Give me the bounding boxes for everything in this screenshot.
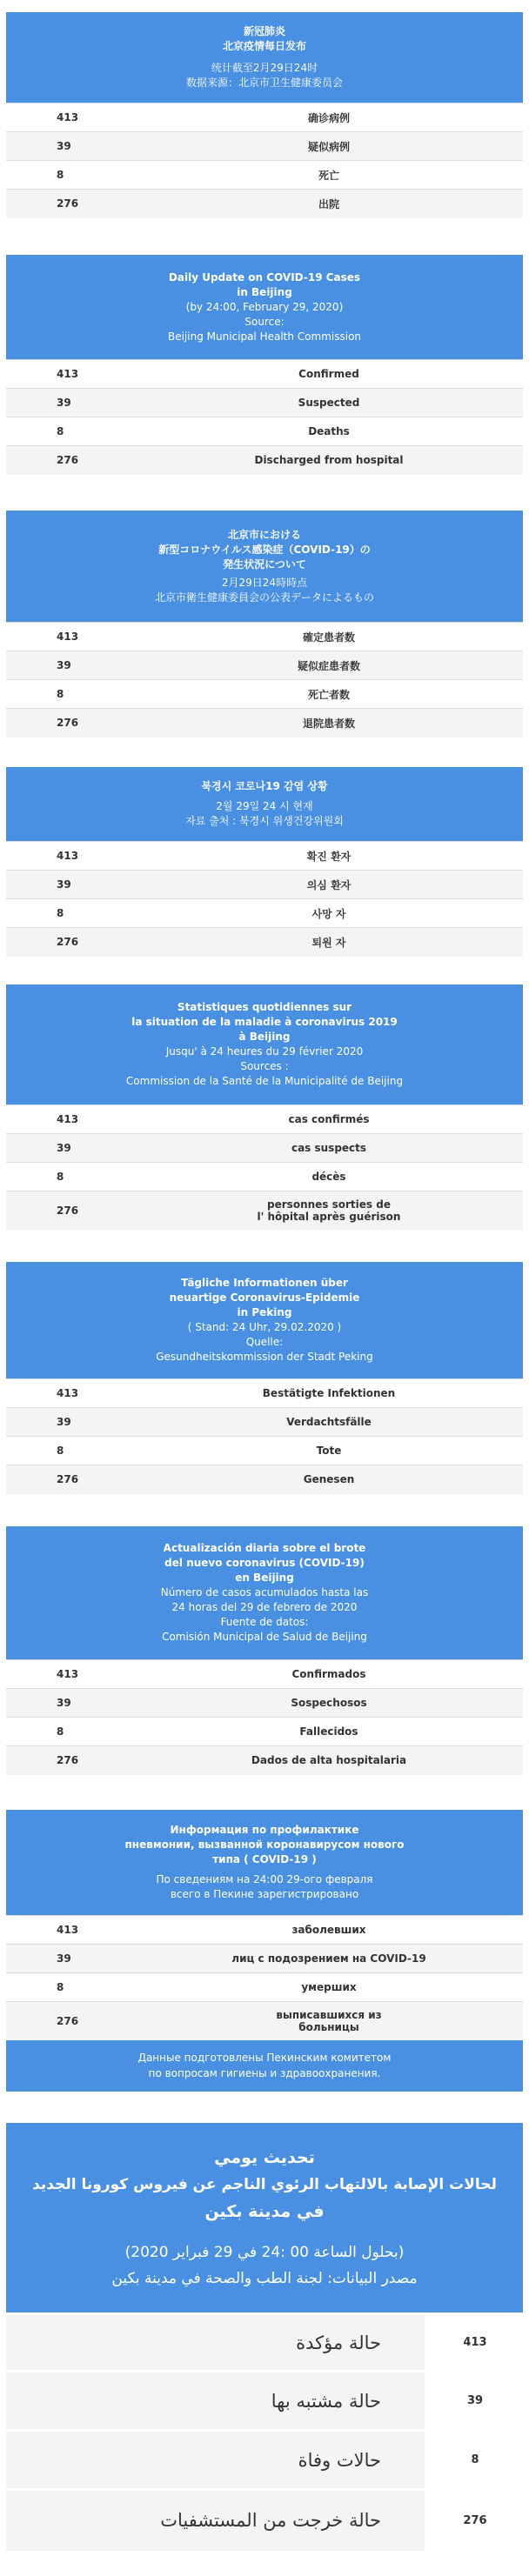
ru-confirmed-count: 413 (6, 1916, 135, 1945)
es-header-line-5: 24 horas del 29 de febrero de 2020 (171, 1601, 358, 1613)
en-discharged-count: 276 (6, 446, 135, 475)
table-row (6, 360, 523, 389)
en-suspected-label: Suspected (135, 389, 523, 417)
ar-discharged-count: 276 (426, 2490, 524, 2551)
table-row (6, 2314, 523, 2372)
fr-header (6, 984, 523, 1104)
table-row (6, 2431, 523, 2490)
ja-header-line-2: 新型コロナウイルス感染症（COVID-19）の (158, 543, 371, 556)
zh-deaths-label: 死亡 (135, 161, 523, 190)
fr-suspected-label: cas suspects (135, 1134, 523, 1163)
en-deaths-label: Deaths (135, 417, 523, 446)
ko-suspected-count: 39 (6, 871, 135, 899)
es-stats-table (6, 1659, 523, 1775)
de-header-line-2: neuartige Coronavirus-Epidemie (169, 1291, 360, 1304)
fr-discharged-label-line-1: personnes sorties de (267, 1198, 391, 1211)
en-header (6, 255, 523, 359)
table-row (6, 417, 523, 446)
de-deaths-count: 8 (6, 1437, 135, 1465)
table-row (6, 871, 523, 899)
zh-confirmed-label: 确诊病例 (135, 103, 523, 132)
table-row (6, 1465, 523, 1494)
en-section (6, 255, 523, 475)
ru-section (6, 1810, 523, 2092)
ko-header (6, 767, 523, 841)
de-discharged-count: 276 (6, 1465, 135, 1494)
fr-header-line-4: Jusqu' à 24 heures du 29 février 2020 (165, 1045, 364, 1058)
es-header-line-3: en Beijing (235, 1572, 294, 1584)
de-header (6, 1262, 523, 1378)
ru-footer-line-1: Данные подготовлены Пекинским комитетом (137, 2052, 392, 2064)
zh-suspected-label: 疑似病例 (135, 132, 523, 161)
ru-deaths-label: умерших (135, 1973, 523, 2002)
es-header-line-1: Actualización diaria sobre el brote (163, 1542, 366, 1554)
ja-discharged-count: 276 (6, 709, 135, 737)
ja-stats-table (6, 622, 523, 737)
ko-confirmed-count: 413 (6, 842, 135, 871)
fr-confirmed-count: 413 (6, 1105, 135, 1134)
es-header-line-6: Fuente de datos: (220, 1616, 309, 1628)
zh-header-line-4: 数据来源：北京市卫生健康委员会 (185, 77, 343, 89)
ja-deaths-count: 8 (6, 680, 135, 709)
table-row (6, 623, 523, 651)
table-row (6, 389, 523, 417)
de-deaths-label: Tote (135, 1437, 523, 1465)
table-row (6, 103, 523, 132)
ja-suspected-label: 疑似症患者数 (135, 651, 523, 680)
ru-discharged-label (135, 2002, 523, 2040)
ko-discharged-count: 276 (6, 928, 135, 957)
ar-suspected-label: حالة مشتبه بها (6, 2372, 426, 2431)
ru-header-line-3: типа ( COVID-19 ) (212, 1853, 317, 1865)
table-row (6, 1945, 523, 1973)
ko-discharged-label: 퇴원 자 (135, 928, 523, 957)
ja-header-line-4: 2月29日24時時点 (221, 576, 308, 589)
es-discharged-label: Dados de alta hospitalaria (135, 1746, 523, 1775)
zh-discharged-label: 出院 (135, 190, 523, 218)
en-confirmed-label: Confirmed (135, 360, 523, 389)
zh-section (6, 12, 523, 218)
ja-header-line-1: 北京市における (227, 528, 301, 541)
ja-confirmed-count: 413 (6, 623, 135, 651)
ru-discharged-count: 276 (6, 2002, 135, 2040)
zh-header-line-2: 北京疫情每日发布 (222, 40, 306, 52)
es-confirmed-label: Confirmados (135, 1660, 523, 1689)
table-row (6, 132, 523, 161)
de-confirmed-count: 413 (6, 1379, 135, 1408)
ko-section (6, 767, 523, 957)
ja-header (6, 511, 523, 622)
table-row (6, 1689, 523, 1718)
ar-header-line-3: في مدينة بكين (204, 2201, 325, 2221)
ru-footer-line-2: по вопросам гигиены и здравоохранения. (148, 2067, 381, 2079)
en-confirmed-count: 413 (6, 360, 135, 389)
es-header-line-7: Comisión Municipal de Salud de Beijing (162, 1631, 367, 1643)
ja-header-line-3: 発生状況について (223, 557, 306, 571)
fr-stats-table (6, 1104, 523, 1230)
fr-discharged-label (135, 1191, 523, 1230)
de-suspected-label: Verdachtsfälle (135, 1408, 523, 1437)
en-header-line-1: Daily Update on COVID-19 Cases (168, 270, 361, 284)
ja-discharged-label: 退院患者数 (135, 709, 523, 737)
ru-suspected-label: лиц с подозрением на COVID-19 (135, 1945, 523, 1973)
de-header-line-6: Gesundheitskommission der Stadt Peking (156, 1351, 373, 1363)
ar-section (6, 2123, 523, 2551)
es-section (6, 1526, 523, 1775)
fr-deaths-count: 8 (6, 1163, 135, 1191)
es-discharged-count: 276 (6, 1746, 135, 1775)
fr-suspected-count: 39 (6, 1134, 135, 1163)
es-header-line-2: del nuevo coronavirus (COVID-19) (164, 1557, 365, 1569)
ar-deaths-label: حالات وفاة (6, 2431, 426, 2490)
ko-confirmed-label: 확진 환자 (135, 842, 523, 871)
de-stats-table (6, 1378, 523, 1494)
fr-deaths-label: décès (135, 1163, 523, 1191)
table-row (6, 842, 523, 871)
de-suspected-count: 39 (6, 1408, 135, 1437)
ar-header-line-4: (بحلول الساعة 00 :24 في 29 فبراير 2020) (124, 2243, 405, 2261)
table-row (6, 709, 523, 737)
table-row (6, 1746, 523, 1775)
ru-header-line-2: пневмонии, вызванной коронавирусом нового (124, 1839, 405, 1851)
table-row (6, 899, 523, 928)
ja-header-line-5: 北京市衛生健康委員会の公表データによるもの (154, 591, 374, 604)
de-header-line-3: in Peking (237, 1306, 292, 1318)
fr-header-line-1: Statistiques quotidiennes sur (177, 1001, 352, 1013)
es-suspected-count: 39 (6, 1689, 135, 1718)
de-header-line-1: Tägliche Informationen über (181, 1277, 348, 1289)
ar-header-line-1: تحديث يومي (214, 2147, 315, 2167)
table-row (6, 1379, 523, 1408)
es-header-line-4: Número de casos acumulados hasta las (160, 1586, 369, 1598)
ko-suspected-label: 의심 환자 (135, 871, 523, 899)
ru-suspected-count: 39 (6, 1945, 135, 1973)
table-row (6, 1408, 523, 1437)
en-header-line-4: Source: (244, 315, 285, 328)
table-row (6, 2002, 523, 2040)
table-row (6, 446, 523, 475)
fr-confirmed-label: cas confirmés (135, 1105, 523, 1134)
zh-deaths-count: 8 (6, 161, 135, 190)
ru-confirmed-label: заболевших (135, 1916, 523, 1945)
fr-discharged-label-line-2: l' hôpital après guérison (257, 1210, 401, 1223)
table-row (6, 1718, 523, 1746)
ko-header-line-2: 2월 29일 24 시 현재 (216, 800, 313, 812)
ko-header-line-3: 자료 출처 : 북경시 위생건강위원회 (185, 815, 344, 827)
ko-deaths-count: 8 (6, 899, 135, 928)
en-header-line-2: in Beijing (237, 285, 292, 298)
en-header-line-3: (by 24:00, February 29, 2020) (185, 300, 344, 313)
zh-suspected-count: 39 (6, 132, 135, 161)
es-deaths-label: Fallecidos (135, 1718, 523, 1746)
table-row (6, 1191, 523, 1230)
table-row (6, 1437, 523, 1465)
table-row (6, 1105, 523, 1134)
zh-header (6, 12, 523, 103)
de-header-line-5: Quelle: (245, 1336, 284, 1348)
table-row (6, 2490, 523, 2551)
table-row (6, 161, 523, 190)
ar-deaths-count: 8 (426, 2431, 524, 2490)
ru-discharged-label-line-2: больницы (298, 2020, 359, 2033)
ar-header-line-2: لحالات الإصابة بالالتهاب الرئوي الناجم عن فيروس كورونا الجديد (32, 2175, 497, 2193)
zh-discharged-count: 276 (6, 190, 135, 218)
fr-header-line-5: Sources : (240, 1060, 289, 1072)
ko-stats-table (6, 841, 523, 957)
table-row (6, 928, 523, 957)
ko-deaths-label: 사망 자 (135, 899, 523, 928)
fr-header-line-2: la situation de la maladie à coronavirus 2019 (131, 1016, 398, 1028)
zh-header-line-1: 新冠肺炎 (243, 25, 285, 37)
fr-discharged-count: 276 (6, 1191, 135, 1230)
en-deaths-count: 8 (6, 417, 135, 446)
table-row (6, 2372, 523, 2431)
ko-header-line-1: 북경시 코로나19 감염 상황 (201, 780, 328, 792)
es-deaths-count: 8 (6, 1718, 135, 1746)
es-confirmed-count: 413 (6, 1660, 135, 1689)
ar-confirmed-count: 413 (426, 2314, 524, 2372)
de-header-line-4: ( Stand: 24 Uhr, 29.02.2020 ) (187, 1321, 342, 1333)
table-row (6, 190, 523, 218)
de-section (6, 1262, 523, 1494)
ar-header-line-5: مصدر البيانات: لجنة الطب والصحة في مدينة بكين (111, 2269, 418, 2287)
ru-header (6, 1810, 523, 1915)
ru-footer (6, 2040, 523, 2092)
de-confirmed-label: Bestätigte Infektionen (135, 1379, 523, 1408)
es-header (6, 1526, 523, 1659)
en-header-line-5: Beijing Municipal Health Commission (167, 330, 362, 343)
zh-header-line-3: 统计截至2月29日24时 (211, 62, 318, 74)
ar-header (6, 2123, 523, 2312)
fr-header-line-3: à Beijing (238, 1031, 291, 1043)
ar-discharged-label: حالة خرجت من المستشفيات (6, 2490, 426, 2551)
en-suspected-count: 39 (6, 389, 135, 417)
table-row (6, 680, 523, 709)
ja-confirmed-label: 確定患者数 (135, 623, 523, 651)
table-row (6, 1973, 523, 2002)
ru-header-line-5: всего в Пекине зарегистрировано (170, 1888, 359, 1900)
ja-suspected-count: 39 (6, 651, 135, 680)
ar-confirmed-label: حالة مؤكدة (6, 2314, 426, 2372)
en-discharged-label: Discharged from hospital (135, 446, 523, 475)
zh-confirmed-count: 413 (6, 103, 135, 132)
ar-suspected-count: 39 (426, 2372, 524, 2431)
fr-header-line-6: Commission de la Santé de la Municipalité de Beijing (125, 1075, 404, 1087)
de-discharged-label: Genesen (135, 1465, 523, 1494)
table-row (6, 1660, 523, 1689)
ru-discharged-label-line-1: выписавшихся из (276, 2008, 382, 2021)
ru-stats-table (6, 1915, 523, 2040)
fr-section (6, 984, 523, 1230)
table-row (6, 1916, 523, 1945)
table-row (6, 1134, 523, 1163)
ja-deaths-label: 死亡者数 (135, 680, 523, 709)
table-row (6, 1163, 523, 1191)
ar-stats-table (6, 2312, 523, 2551)
ru-header-line-1: Информация по профилактике (170, 1824, 359, 1836)
es-suspected-label: Sospechosos (135, 1689, 523, 1718)
table-row (6, 651, 523, 680)
ru-header-line-4: По сведениям на 24:00 29-ого февраля (156, 1873, 373, 1885)
ru-deaths-count: 8 (6, 1973, 135, 2002)
en-stats-table (6, 359, 523, 475)
zh-stats-table (6, 103, 523, 218)
ja-section (6, 511, 523, 737)
